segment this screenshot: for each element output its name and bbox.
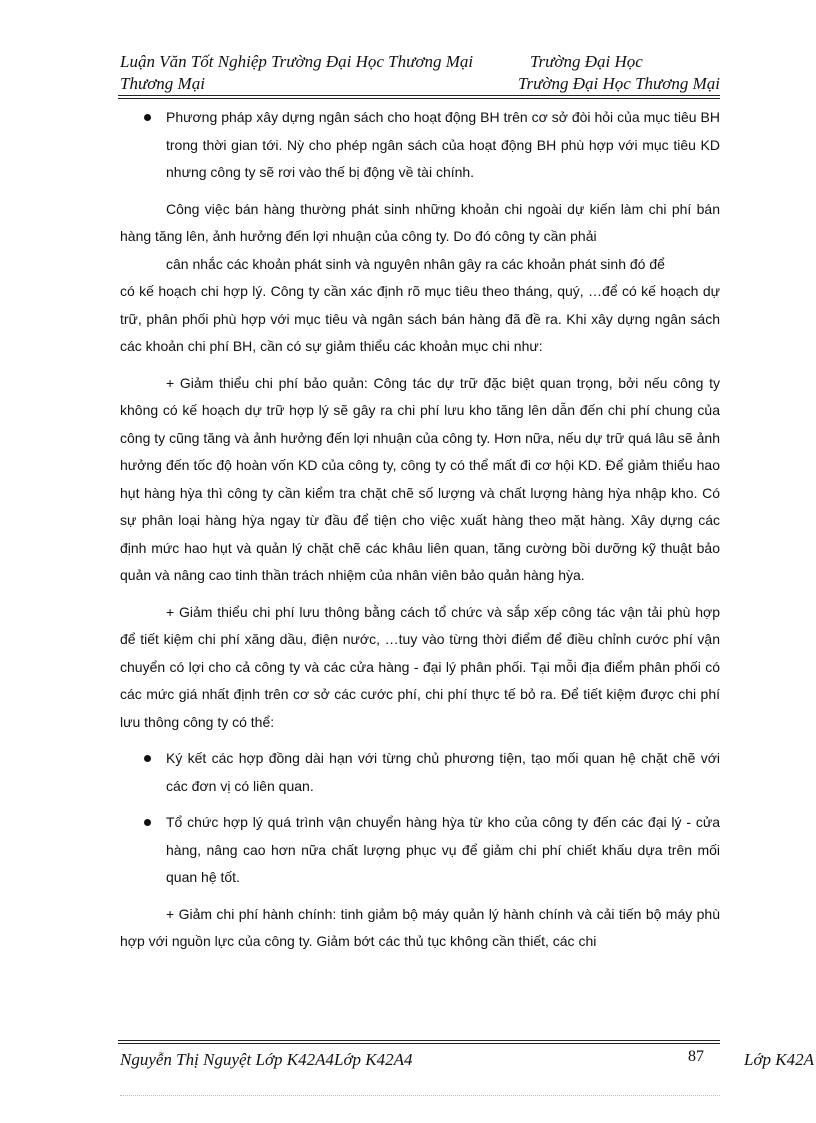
header-subtitle-right: Trường Đại Học Thương Mại xyxy=(518,74,720,93)
paragraph-sales-costs: Công việc bán hàng thường phát sinh những khoản chi ngoài dự kiến làm chi phí bán hàng tăng lên, ảnh hưởng đến lợi nhuận của công ty. Do đó công ty cần phải xyxy=(120,200,720,244)
paragraph-circulation-costs: + Giảm thiểu chi phí lưu thông bằng cách tổ chức và sắp xếp công tác vận tải phù hợp để tiết kiệm chi phí xăng dầu, điện nước, …tuy vào từng thời điểm để điều chỉnh cước phí vận chuyển có lợi cho cả công ty và các cửa hàng - đại lý phân phối. Tại mỗi địa điểm phân phối có các mức giá nhất định trên cơ sở các cước phí, chi phí thực tế bỏ ra. Để tiết kiệm được chi phí lưu thông công ty có thể: xyxy=(120,603,720,730)
bullet-item-transport xyxy=(120,809,720,892)
header-title-right: Trường Đại Học xyxy=(530,52,643,71)
header-title-left: Luận Văn Tốt Nghiệp Trường Đại Học Thương Mại xyxy=(120,52,474,71)
paragraph-consider-costs: cân nhắc các khoản phát sinh và nguyên nhân gây ra các khoản phát sinh đó để xyxy=(166,255,665,272)
page-body xyxy=(120,104,720,956)
footer-author: Nguyễn Thị Nguyệt Lớp K42A4Lớp K42A4 xyxy=(120,1050,413,1069)
bullet-text: Phương pháp xây dựng ngân sách cho hoạt động BH trên cơ sở đòi hỏi của mục tiêu BH trong thời gian tới. Nỳ cho phép ngân sách của hoạt động BH phù hợp với mục tiêu KD nhưng công ty sẽ rơi vào thế bị động về tài chính. xyxy=(166,109,720,180)
footer-rule xyxy=(118,1040,720,1041)
bullet-icon xyxy=(144,755,151,762)
page-number: 87 xyxy=(688,1048,704,1065)
bullet-text: Ký kết các hợp đồng dài hạn với từng chủ phương tiện, tạo mối quan hệ chặt chẽ với các đơn vị có liên quan. xyxy=(166,750,720,794)
paragraph-plan: có kế hoạch chi hợp lý. Công ty cần xác định rõ mục tiêu theo tháng, quý, …để có kế hoạch dự trữ, phân phối phù hợp với mục tiêu và ngân sách bán hàng đã đề ra. Khi xây dựng ngân sách các khoản chi phí BH, cần có sự giảm thiểu các khoản mục chi như: xyxy=(120,283,720,354)
bullet-icon xyxy=(144,114,151,121)
footer-rule-double xyxy=(118,1043,720,1044)
header-rule xyxy=(118,95,720,96)
bullet-item-budget-method xyxy=(120,104,720,187)
bullet-icon xyxy=(144,819,151,826)
bullet-text: Tổ chức hợp lý quá trình vận chuyển hàng hỳa từ kho của công ty đến các đại lý - cửa hàng, nâng cao hơn nữa chất lượng phục vụ để giảm chi phí chiết khấu dựa trên mối quan hệ tốt. xyxy=(166,814,720,885)
footer-class: Lớp K42A xyxy=(744,1050,815,1069)
page-bottom-border xyxy=(120,1095,720,1096)
paragraph-storage-costs: + Giảm thiểu chi phí bảo quản: Công tác dự trữ đặc biệt quan trọng, bởi nếu công ty không có kế hoạch dự trữ hợp lý sẽ gây ra chi phí lưu kho tăng lên dẫn đến chi phí chung của công ty cũng tăng và ảnh hưởng đến lợi nhuận của công ty. Hơn nữa, nếu dự trữ quá lâu sẽ ảnh hưởng đến tốc độ hoàn vốn KD của công ty, công ty có thể mất đi cơ hội KD. Để giảm thiểu hao hụt hàng hỳa thì công ty cần kiểm tra chặt chẽ số lượng và chất lượng hàng hỳa nhập kho. Có sự phân loại hàng hỳa ngay từ đầu để tiện cho việc xuất hàng theo mặt hàng. Xây dựng các định mức hao hụt và quản lý chặt chẽ các khâu liên quan, tăng cường bồi dưỡng kỹ thuật bảo quản và nâng cao tinh thần trách nhiệm của nhân viên bảo quản hàng hỳa. xyxy=(120,374,720,583)
paragraph-admin-costs: + Giảm chi phí hành chính: tinh giảm bộ máy quản lý hành chính và cải tiến bộ máy phù hợp với nguồn lực của công ty. Giảm bớt các thủ tục không cần thiết, các chi xyxy=(120,905,720,949)
header-line-1 xyxy=(120,52,720,72)
header-line-2 xyxy=(120,74,720,94)
header-rule-double xyxy=(118,98,720,99)
bullet-item-contracts xyxy=(120,745,720,800)
header-subtitle-left: Thương Mại xyxy=(120,74,205,93)
